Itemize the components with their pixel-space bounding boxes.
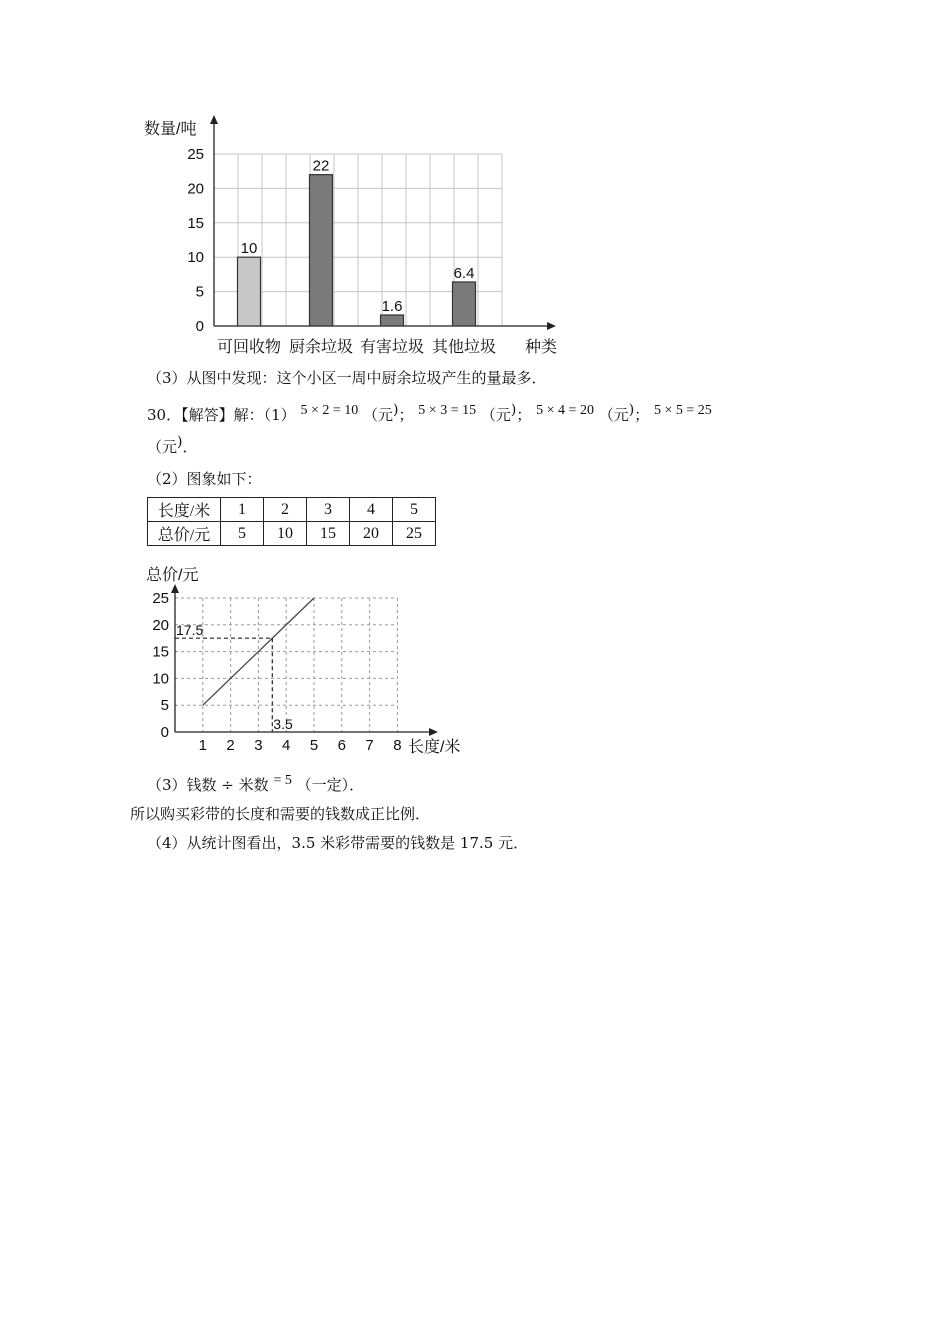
line-chart-y-ticks bbox=[152, 590, 169, 741]
line-x-tick-label: 5 bbox=[309, 737, 319, 754]
line-x-tick-label: 6 bbox=[337, 737, 346, 754]
ratio-note: （一定）． bbox=[296, 776, 365, 794]
bar-y-tick-label: 20 bbox=[187, 180, 204, 198]
paren-close: ) bbox=[628, 402, 635, 418]
separator: ； bbox=[634, 406, 650, 424]
paren-close: ) bbox=[393, 402, 399, 418]
bar-chart-x-label: 种类 bbox=[525, 339, 558, 356]
equation-4-unit bbox=[147, 434, 198, 457]
table-cell: 1 bbox=[221, 498, 264, 522]
answer-conclusion: 所以购买彩带的长度和需要的钱数成正比例． bbox=[130, 805, 431, 823]
line-chart-x-label: 长度/米 bbox=[408, 739, 461, 756]
table-cell: 15 bbox=[307, 522, 350, 546]
unit-yuan: （元 bbox=[598, 406, 629, 424]
bar bbox=[310, 175, 333, 326]
answer-4: （4）从统计图看出，3.5 米彩带需要的钱数是 17.5 元． bbox=[147, 834, 529, 852]
bar-category-label: 厨余垃圾 bbox=[288, 339, 354, 356]
table-cell: 5 bbox=[221, 522, 264, 546]
line-chart-grid bbox=[175, 598, 397, 732]
answer-3-ratio bbox=[147, 773, 364, 795]
bar-value-label: 10 bbox=[240, 240, 258, 258]
line-y-tick-label: 0 bbox=[160, 724, 169, 741]
bar-value-label: 22 bbox=[312, 157, 330, 175]
unit-yuan: （元 bbox=[147, 438, 178, 456]
bar-y-tick-label: 25 bbox=[187, 146, 204, 163]
line-chart-y-label: 总价/元 bbox=[146, 567, 199, 584]
table-cell: 20 bbox=[350, 522, 393, 546]
bar-chart-x-ticks bbox=[217, 338, 496, 356]
table-row bbox=[148, 498, 436, 522]
bar-y-tick-label: 0 bbox=[195, 318, 204, 335]
table-cell: 25 bbox=[393, 522, 436, 546]
line-y-tick-label: 25 bbox=[152, 590, 169, 607]
line-chart-annotation bbox=[175, 622, 293, 732]
question-30-header bbox=[147, 402, 712, 425]
bar-chart-bars bbox=[238, 158, 476, 326]
period: ． bbox=[182, 438, 198, 456]
bar-chart-y-label: 数量/吨 bbox=[144, 121, 197, 138]
line-x-tick-label: 2 bbox=[226, 737, 235, 754]
bar-value-label: 6.4 bbox=[453, 264, 475, 282]
bar-chart-y-ticks bbox=[187, 146, 204, 335]
bar-category-label: 有害垃圾 bbox=[359, 339, 425, 356]
line-y-tick-label: 15 bbox=[152, 643, 169, 661]
line-x-tick-label: 4 bbox=[282, 737, 291, 754]
equation-3: 5 × 4 = 20 bbox=[536, 403, 594, 418]
line-x-tick-label: 8 bbox=[393, 737, 402, 754]
table-cell: 4 bbox=[350, 498, 393, 522]
annotation-y-label: 17.5 bbox=[176, 622, 204, 639]
unit-yuan: （元 bbox=[480, 406, 511, 424]
line-y-tick-label: 5 bbox=[160, 697, 169, 715]
bar bbox=[238, 257, 261, 326]
table-row-header: 长度/米 bbox=[148, 498, 221, 522]
answer-3-bar: （3）从图中发现：这个小区一周中厨余垃圾产生的量最多． bbox=[147, 369, 547, 387]
bar-y-tick-label: 5 bbox=[195, 283, 204, 301]
separator: ； bbox=[398, 406, 414, 424]
question-number: 30． bbox=[147, 406, 182, 424]
bar-chart bbox=[140, 110, 570, 360]
table-cell: 2 bbox=[264, 498, 307, 522]
table-cell: 10 bbox=[264, 522, 307, 546]
line-x-tick-label: 1 bbox=[198, 737, 207, 754]
annotation-x-label: 3.5 bbox=[273, 716, 293, 732]
line-y-tick-label: 10 bbox=[152, 670, 169, 688]
ratio-text: （3）钱数 ÷ 米数 bbox=[147, 776, 269, 794]
ratio-value: = 5 bbox=[273, 773, 292, 788]
equation-1: 5 × 2 = 10 bbox=[300, 403, 359, 418]
price-table bbox=[147, 497, 436, 546]
bar-y-tick-label: 15 bbox=[187, 214, 204, 232]
bar-value-label: 1.6 bbox=[381, 297, 403, 315]
line-x-tick-label: 3 bbox=[254, 737, 263, 754]
paren-close: ) bbox=[177, 434, 183, 450]
line-x-tick-label: 7 bbox=[365, 737, 374, 754]
bar-category-label: 可回收物 bbox=[216, 339, 282, 356]
answer-jie: 解：（1） bbox=[233, 406, 296, 424]
paren-close: ) bbox=[510, 402, 517, 418]
equation-2: 5 × 3 = 15 bbox=[418, 403, 477, 418]
line-chart-x-ticks bbox=[199, 737, 402, 754]
answer-tag: 【解答】 bbox=[181, 406, 234, 424]
table-cell: 5 bbox=[393, 498, 436, 522]
table-row-header: 总价/元 bbox=[148, 522, 221, 546]
bar-category-label: 其他垃圾 bbox=[431, 339, 497, 356]
line-y-tick-label: 20 bbox=[152, 616, 169, 634]
answer-2: （2）图象如下： bbox=[147, 470, 262, 488]
table-cell: 3 bbox=[307, 498, 350, 522]
separator: ； bbox=[516, 406, 532, 424]
bar-y-tick-label: 10 bbox=[187, 249, 204, 267]
bar bbox=[381, 315, 404, 326]
bar bbox=[453, 282, 476, 326]
equation-4: 5 × 5 = 25 bbox=[654, 403, 712, 418]
unit-yuan: （元 bbox=[363, 406, 394, 424]
line-chart bbox=[140, 560, 480, 760]
table-row bbox=[148, 522, 436, 546]
